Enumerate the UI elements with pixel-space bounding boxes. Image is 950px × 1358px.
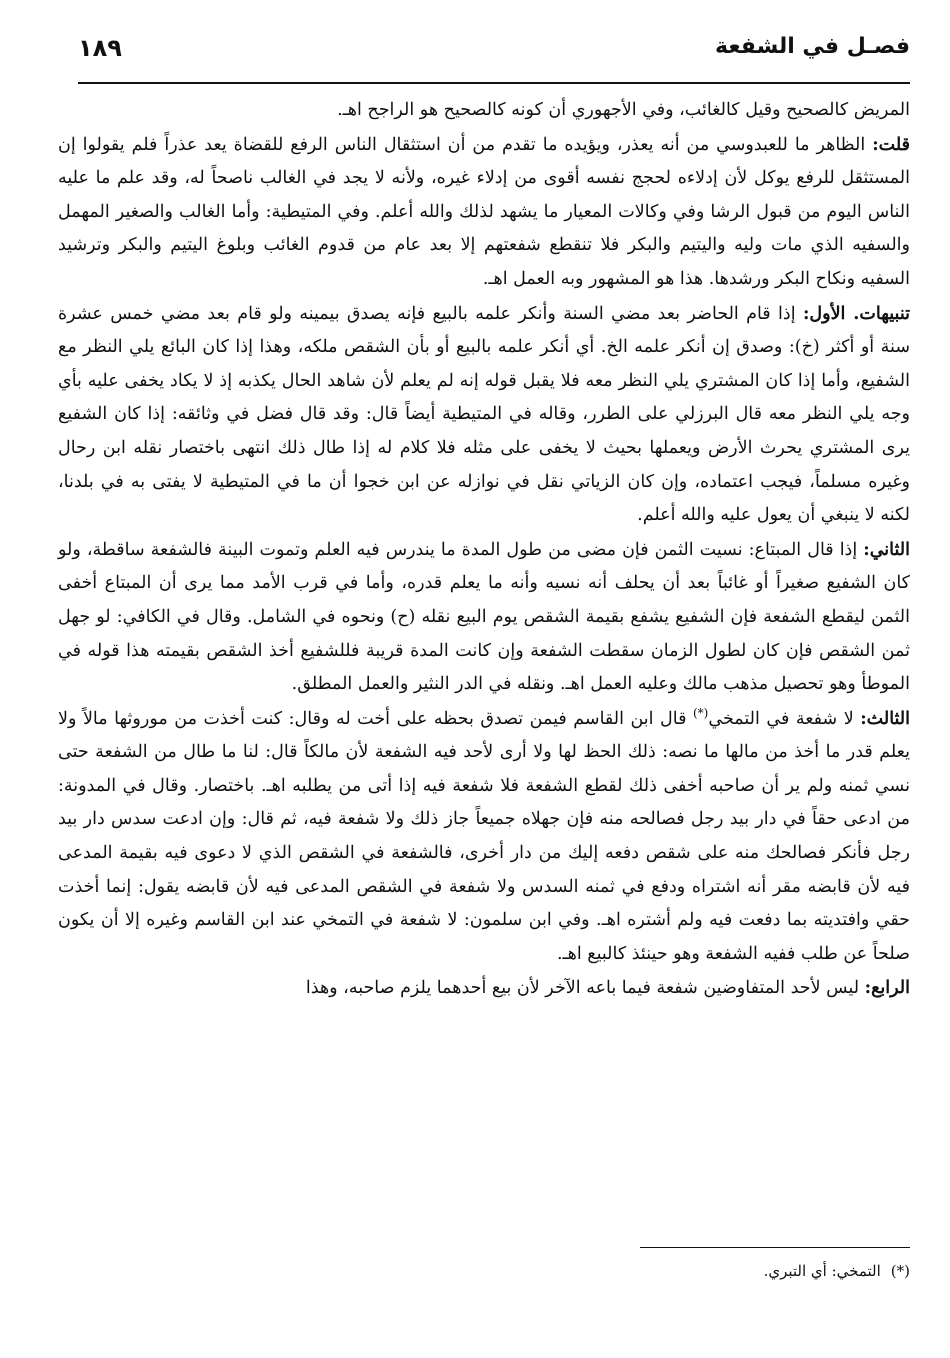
footnote-reference: (*) bbox=[693, 705, 709, 720]
paragraph-3-text: إذا قام الحاضر بعد مضي السنة وأنكر علمه بالبيع فإنه يصدق بيمينه ولو قام بعد مضي خمس عشرة سنة أو أكثر (خ): وصدق إن أنكر علمه الخ. أي أنكر علمه بالبيع أو بأن الشقص ملكه، وهذا إذا كان البائع يلي النظر مع الشفيع، وأما إذا كان المشتري يلي النظر معه فلا يقبل قوله إنه لم يعلم لأن شاهد الحال يكذبه إذ لا يكاد يخفى عليه بأي وجه يلي النظر معه قال البرزلي على الطرر، وقاله في المتيطية أيضاً قال: وقد قال فضل في وثائقه: إذا كان الشفيع يرى المشتري يحرث الأرض ويعملها بحيث لا يخفى على مثله فلا كلام له إذا طال ذلك انتهى باختصار نقله ابن رحال وغيره مسلماً، فيجب اعتماده، وإن كان الزياتي نقل في نوازله عن ابن خجوا أن ما في المتيطية لا يفتى به في بلدنا، لكنه لا ينبغي أن يعول عليه والله أعلم. bbox=[58, 303, 910, 526]
paragraph-1 bbox=[58, 94, 910, 128]
chapter-title: فصـل في الشفعة bbox=[714, 34, 910, 59]
paragraph-4-lead: الثاني: bbox=[863, 539, 910, 560]
page-header bbox=[78, 28, 910, 78]
footnote-marker: (*) bbox=[890, 1262, 910, 1280]
paragraph-5 bbox=[58, 703, 910, 972]
footnote bbox=[58, 1258, 910, 1284]
paragraph-5-text-after: قال ابن القاسم فيمن تصدق بحظه على أخت له وقال: كنت أخذت من موروثها مالاً ولا يعلم قدر ما أخذ من مالها ما نصه: ذلك الحظ لها ولا أرى لأحد فيه الشفعة لأن مالكاً قال: لنا ما طال من الشفعة حتى نسي ثمنه ولم ير أن صاحبه أخفى ذلك لقطع الشفعة فلا شفعة فيه إذا أتى من يطلبه اهـ. باختصار. وقال في المدونة: من ادعى حقاً في دار بيد رجل فصالحه منه فإن جهلاه جميعاً جاز ذلك ولا شفعة فيه، ثم قال: وإن ادعت سدس دار بيد رجل فأنكر فصالحك منه على شقص دفعه إليك من دار أخرى، فالشفعة في الشقص الذي لا دعوى فيه بقيمة المدعى فيه لأن قابضه مقر أنه اشتراه ودفع في ثمنه السدس ولا شفعة في الشقص المدعى فيه لأن قابضه يقول: إنما أخذت حقي وافتديته بما دفعت فيه ولم أشتره اهـ. وفي ابن سلمون: لا شفعة في التمخي عند ابن القاسم وغيره إلا أن يكون صلحاً عن طلب ففيه الشفعة وهو حينئذ كالبيع اهـ. bbox=[58, 708, 910, 964]
paragraph-3 bbox=[58, 298, 910, 533]
paragraph-4-text: إذا قال المبتاع: نسيت الثمن فإن مضى من طول المدة ما يندرس فيه العلم وتموت البينة فالشفعة ساقطة، ولو كان الشفيع صغيراً أو غائباً بعد أن يحلف أنه نسيه وأنه ما يعلم قدره، وأما في قرب الأمد مما يرى أن المبتاع أخفى الثمن ليقطع الشفعة فإن الشفيع يشفع بقيمة الشقص يوم البيع نقله (ح) ونحوه في الشامل. وقال في الكافي: لو جهل ثمن الشقص فإن كان لطول الزمان سقطت الشفعة وإن كانت المدة قريبة فللشفيع أخذ الشقص بقيمته هذا قوله في الموطأ وهو تحصيل مذهب مالك وعليه العمل اهـ. ونقله في الدر النثير والعمل المطلق. bbox=[58, 539, 910, 695]
paragraph-1-text: المريض كالصحيح وقيل كالغائب، وفي الأجهوري أن كونه كالصحيح هو الراجح اهـ. bbox=[337, 100, 910, 120]
paragraph-2-text: الظاهر ما للعبدوسي من أنه يعذر، ويؤيده ما تقدم من أن استثقال الناس الرفع للقضاة يعد عذراً فلم يقولوا إن المستثقل للرفع يوكل لأن إدلاءه لحجج نفسه أقوى من إدلاء غيره، ولأنه لا يجد في الغالب ناصحاً له، وقد علم ما عليه الناس اليوم من قبول الرشا وفي وكالات المعيار ما يشهد لذلك والله أعلم. وفي المتيطية: وأما الغالب والصغير المهمل والسفيه الذي مات وليه واليتيم والبكر فلا تنقطع شفعتهم إلا بعد عام من قدوم الغائب وبلوغ اليتيم والبكر وترشيد السفيه ونكاح البكر ورشدها. هذا هو المشهور وبه العمل اهـ. bbox=[58, 134, 910, 289]
paragraph-2 bbox=[58, 129, 910, 297]
paragraph-2-lead: قلت: bbox=[872, 134, 910, 155]
paragraph-6 bbox=[58, 972, 910, 1006]
paragraph-6-text: ليس لأحد المتفاوضين شفعة فيما باعه الآخر لأن بيع أحدهما يلزم صاحبه، وهذا bbox=[305, 978, 865, 999]
footnote-text: التمخي: أي التبري. bbox=[763, 1262, 881, 1280]
paragraph-3-lead: تنبيهات. الأول: bbox=[802, 303, 910, 324]
page-number: ١٨٩ bbox=[78, 34, 122, 62]
paragraph-6-lead: الرابع: bbox=[864, 978, 910, 999]
footnote-divider bbox=[640, 1247, 910, 1248]
paragraph-5-text: لا شفعة في التمخي bbox=[708, 708, 861, 729]
body-text bbox=[58, 94, 910, 1006]
header-divider bbox=[78, 82, 910, 84]
paragraph-4 bbox=[58, 534, 910, 702]
paragraph-5-lead: الثالث: bbox=[860, 708, 911, 729]
